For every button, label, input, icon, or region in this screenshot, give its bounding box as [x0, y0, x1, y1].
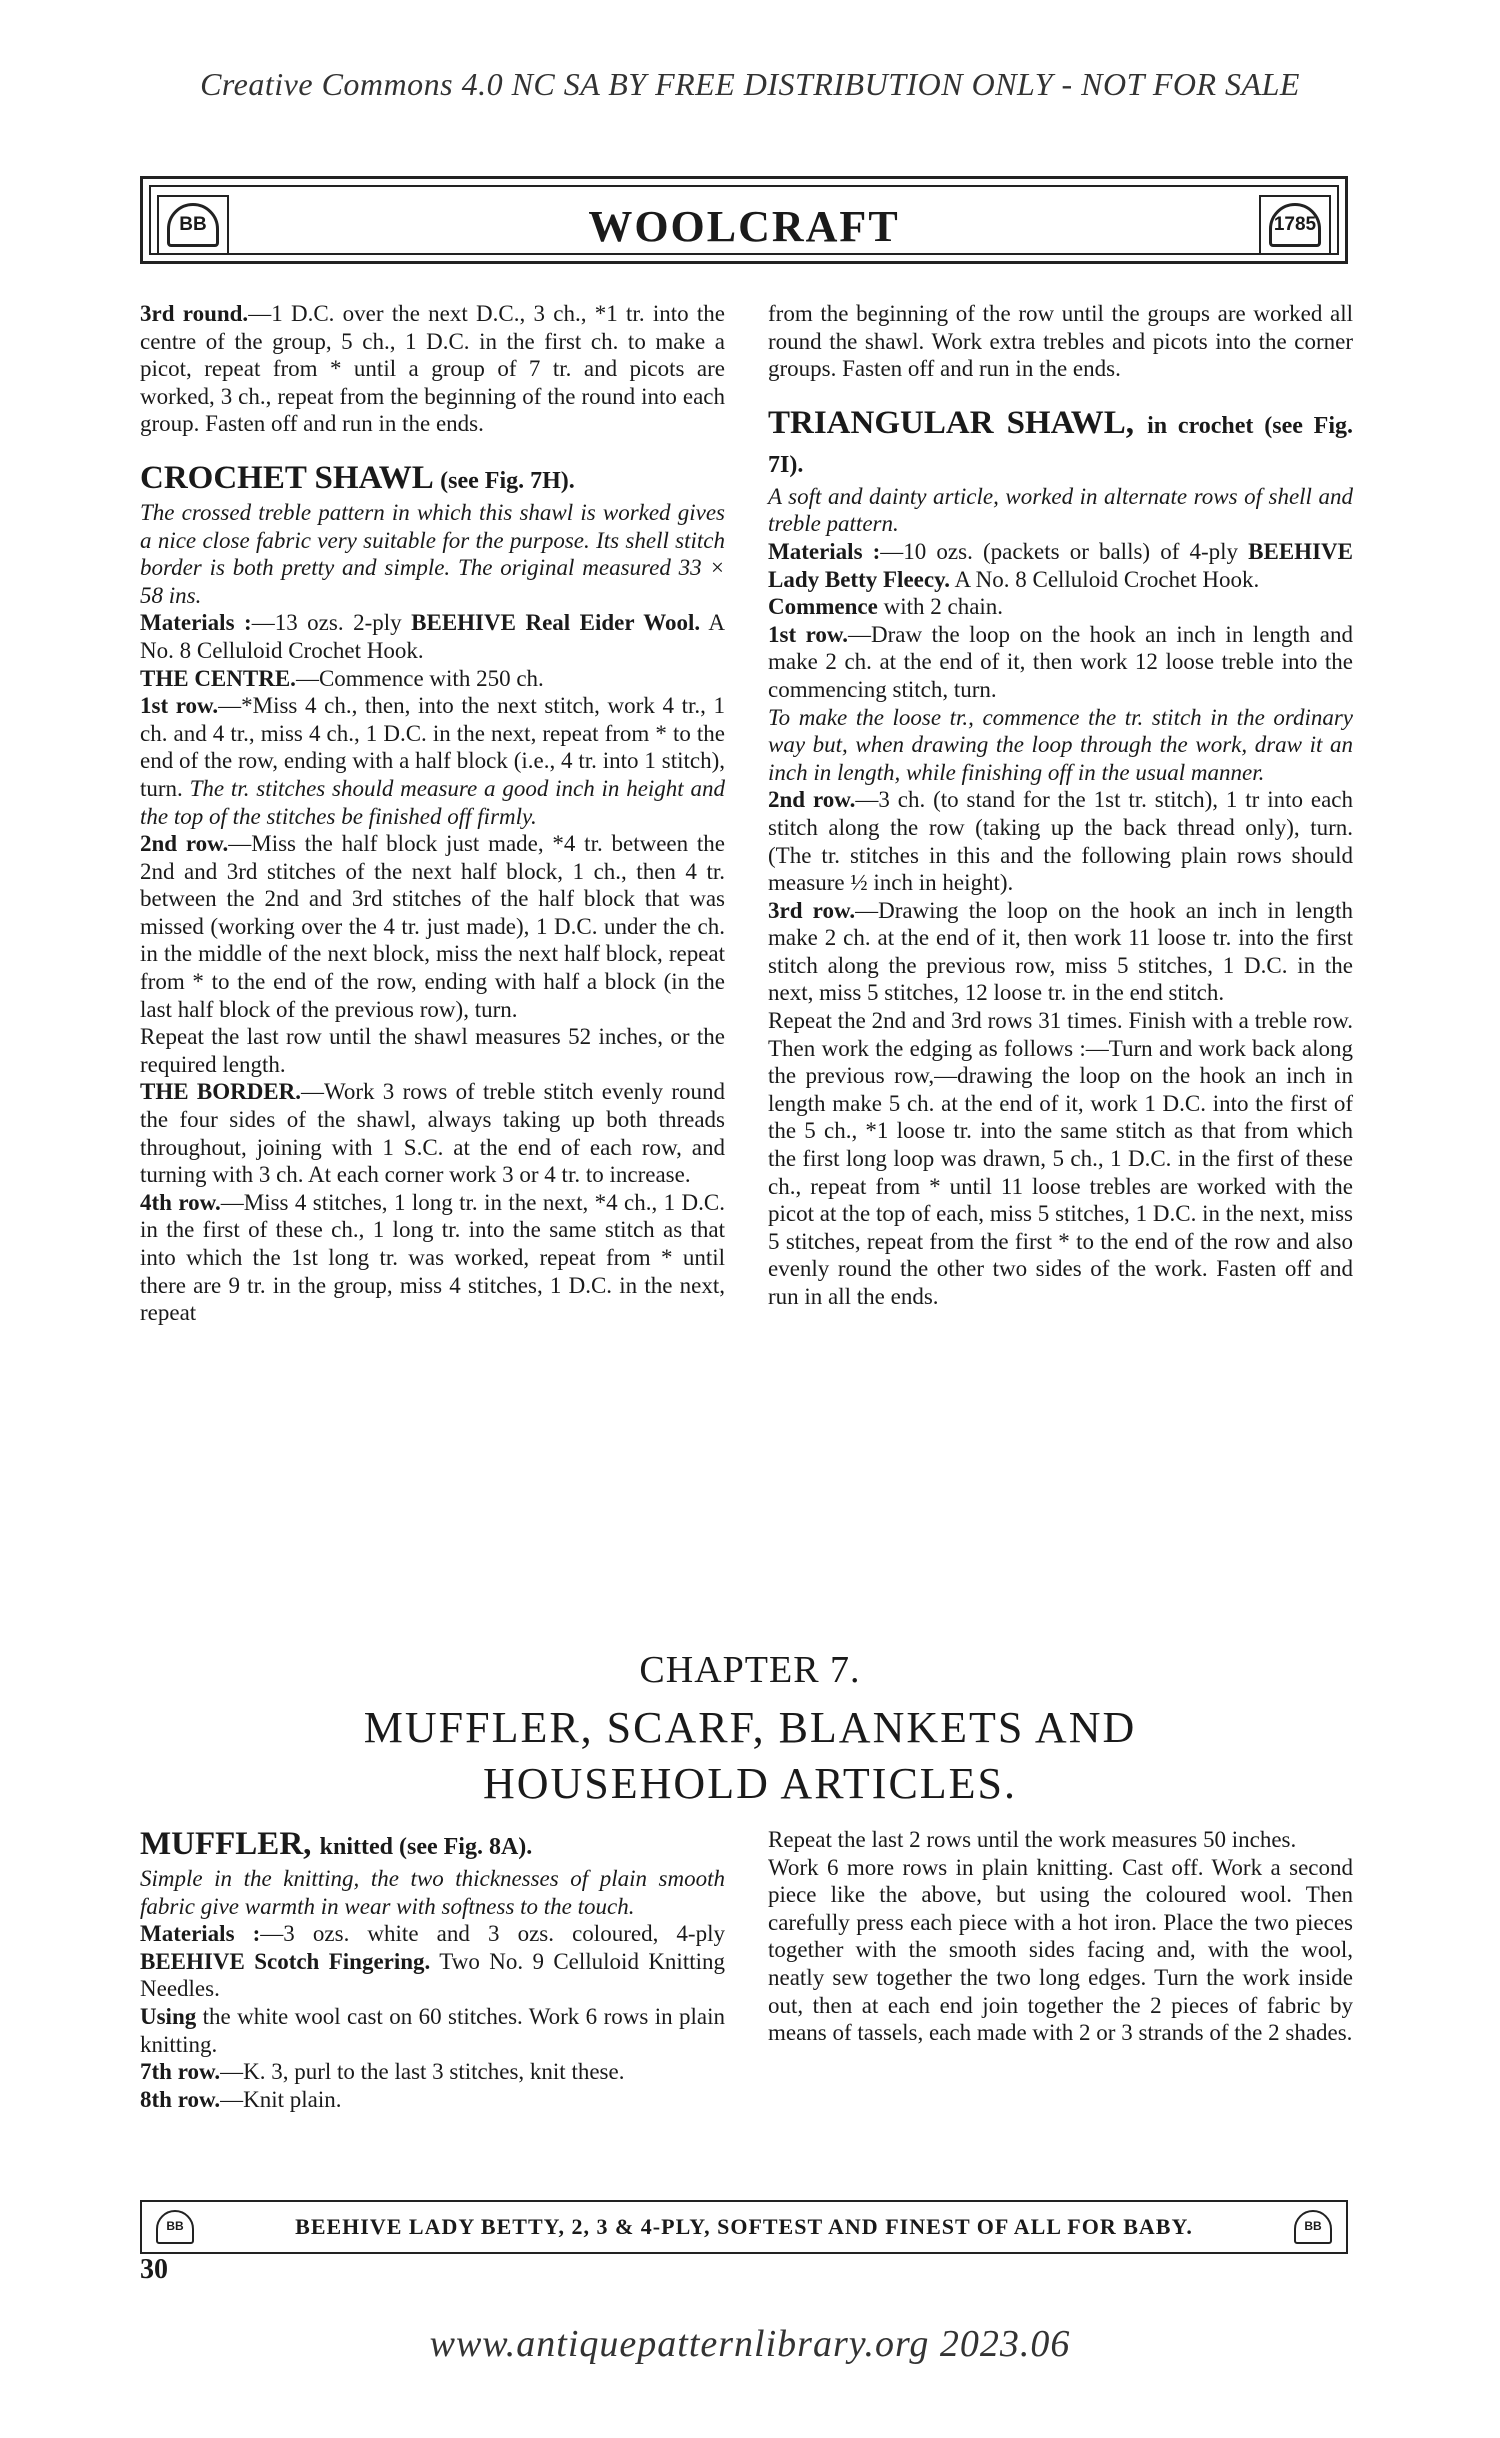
- heading-title: CROCHET SHAWL: [140, 459, 432, 496]
- text: A No. 8 Celluloid Crochet Hook.: [950, 566, 1260, 592]
- triangular-shawl-intro: A soft and dainty article, worked in alternate rows of shell and treble pattern.: [768, 483, 1353, 537]
- product-name: BEEHIVE Real Eider Wool.: [411, 610, 701, 636]
- run-in: 2nd row.: [140, 831, 229, 857]
- muffler-heading: [140, 1826, 725, 1865]
- run-in: 8th row.: [140, 2086, 221, 2112]
- heading-title: MUFFLER,: [140, 1826, 312, 1862]
- beehive-small-logo-icon: BB: [156, 2210, 194, 2244]
- text: —Commence with 250 ch.: [295, 665, 544, 691]
- row8-paragraph: [140, 2086, 725, 2114]
- run-in: THE CENTRE.: [140, 665, 296, 691]
- chapter-title-line2: HOUSEHOLD ARTICLES.: [482, 1759, 1018, 1808]
- header-title: WOOLCRAFT: [588, 202, 900, 251]
- row1-paragraph: [140, 692, 725, 830]
- text: —*Miss 4 ch., then, into the next stitch, work 4 tr., 1 ch. and 4 tr., miss 4 ch., 1 D.C. in the next, repeat from * to the end of the row, ending with a half block (i.e., 4 tr. into 1 stitch), turn.: [140, 693, 726, 801]
- text: the white wool cast on 60 stitches. Work 6 rows in plain knitting.: [140, 2003, 725, 2057]
- run-in: 1st row.: [768, 621, 848, 647]
- chapter-title: [0, 1700, 1500, 1812]
- note: The tr. stitches should measure a good inch in height and the top of the stitches be finished off firmly.: [140, 775, 725, 829]
- run-in: 7th row.: [140, 2059, 221, 2085]
- year-logo-icon: [1259, 195, 1331, 255]
- text: A No. 8 Celluloid Crochet Hook.: [140, 610, 725, 663]
- license-banner: Creative Commons 4.0 NC SA BY FREE DISTRIBUTION ONLY - NOT FOR SALE: [200, 66, 1300, 102]
- run-in: THE BORDER.: [140, 1079, 301, 1105]
- page-number: 30: [140, 2254, 168, 2285]
- text: —K. 3, purl to the last 3 stitches, knit these.: [220, 2059, 625, 2085]
- heading-sub: knitted (see Fig. 8A).: [319, 1834, 533, 1860]
- product-name: BEEHIVE Scotch Fingering.: [140, 1948, 431, 1974]
- run-in: 3rd round.: [140, 301, 249, 326]
- triangular-shawl-heading: [768, 405, 1353, 483]
- text: —10 ozs. (packets or balls) of 4-ply: [880, 538, 1249, 564]
- heading-sub: in crochet (see Fig. 7I).: [768, 412, 1353, 478]
- site-url: www.antiquepatternlibrary.org 2023.06: [429, 2323, 1071, 2365]
- row4-paragraph: [140, 1189, 725, 1327]
- muffler-intro: Simple in the knitting, the two thicknesses of plain smooth fabric give warmth in wear with softness to the touch.: [140, 1866, 725, 1919]
- commence-paragraph: [768, 593, 1353, 621]
- column-1: [140, 300, 725, 1327]
- loose-treble-note: To make the loose tr., commence the tr. stitch in the ordinary way but, when drawing the loop through the work, draw it an inch in length, while finishing off in the usual manner.: [768, 704, 1353, 785]
- using-paragraph: [140, 2003, 725, 2058]
- finish-paragraph: Repeat the 2nd and 3rd rows 31 times. Finish with a treble row. Then work the edging as follows :—Turn and work back along the previous row,—drawing the loop on the hook an inch in length make 5 ch. at the end of it, work 1 D.C. into the first of the 5 ch., *1 loose tr. into the same stitch as that from which the first long loop was drawn, 5 ch., 1 D.C. in the first of these ch., repeat from * until 11 loose trebles are worked with the picot at the top of each, miss 5 stitches, 1 D.C. in the next, miss 5 stitches, repeat from the first * to the end of the row and also evenly round the other two sides of the work. Fasten off and run in all the ends.: [768, 1008, 1353, 1309]
- run-in: 4th row.: [140, 1189, 221, 1215]
- text: —1 D.C. over the next D.C., 3 ch., *1 tr. into the centre of the group, 5 ch., 1 D.C. in the first ch. to make a picot, repeat from * until a group of 7 tr. and picots are worked, 3 ch., repeat from the beginning of the round into each group. Fasten off and run in the ends.: [140, 301, 725, 437]
- row2-paragraph: [140, 830, 725, 1023]
- text: —Work 3 rows of treble stitch evenly round the four sides of the shawl, always taking up both threads throughout, joining with 1 S.C. at the end of each row, and turning with 3 ch. At each corner work 3 or 4 tr. to increase.: [140, 1079, 725, 1188]
- chapter-title-line1: MUFFLER, SCARF, BLANKETS AND: [363, 1703, 1137, 1752]
- header-inner-frame: [149, 185, 1339, 255]
- heading-sub: (see Fig. 7H).: [440, 467, 575, 494]
- footer-advert: [140, 2200, 1348, 2254]
- border-paragraph: [140, 1078, 725, 1188]
- product-name: BEEHIVE Lady Betty Fleecy.: [768, 538, 1353, 592]
- beehive-small-logo-icon-right: BB: [1294, 2210, 1332, 2244]
- row1-paragraph: [768, 621, 1353, 704]
- text: —Drawing the loop on the hook an inch in length make 2 ch. at the end of it, then work 11 loose tr. into the first stitch along the previous row, miss 5 stitches, 1 D.C. in the next, miss 5 stitches, 12 loose tr. in the end stitch.: [768, 897, 1353, 1006]
- finishing-paragraph: Work 6 more rows in plain knitting. Cast off. Work a second piece like the above, but using the coloured wool. Then carefully press each piece with a hot iron. Place the two pieces together with the smooth sides facing and, with the wool, neatly sew together the two long edges. Turn the work inside out, then at each end join together the 2 pieces of fabric by means of tassels, each made with 2 or 3 strands of the 2 shades.: [768, 1854, 1353, 2046]
- text: —Miss 4 stitches, 1 long tr. in the next, *4 ch., 1 D.C. in the first of these ch., 1 long tr. into the same stitch as that into which the 1st long tr. was worked, repeat from * until there are 9 tr. in the group, miss 4 stitches, 1 D.C. in the next, repeat: [140, 1189, 725, 1326]
- continuation-paragraph: from the beginning of the row until the groups are worked all round the shawl. Work extra trebles and picots into the corner groups. Fasten off and run in the ends.: [768, 301, 1353, 382]
- text: —Miss the half block just made, *4 tr. between the 2nd and 3rd stitches of the next half block, 1 ch., then 4 tr. between the 2nd and 3rd stitches of the half block that was missed (working over the 4 tr. just made), 1 D.C. under the ch. in the middle of the next block, miss the next half block, repeat from * to the end of the row, ending with half a block (in the last half block of the previous row), turn.: [140, 831, 725, 1022]
- row2-paragraph: [768, 786, 1353, 896]
- crochet-shawl-intro: The crossed treble pattern in which this shawl is worked gives a nice close fabric very suitable for the purpose. Its shell stitch border is both pretty and simple. The original measured 33 × 58 ins.: [140, 499, 725, 608]
- heading-title: TRIANGULAR SHAWL,: [768, 404, 1135, 441]
- run-in: Materials :: [140, 1921, 261, 1947]
- run-in: Materials :: [768, 538, 881, 564]
- footer-text: BEEHIVE LADY BETTY, 2, 3 & 4-PLY, SOFTEST AND FINEST OF ALL FOR BABY.: [295, 2214, 1193, 2239]
- materials-paragraph: [768, 538, 1353, 593]
- year-logo-text: 1785: [1269, 203, 1321, 247]
- text: with 2 chain.: [877, 594, 1004, 620]
- beehive-logo-text: BB: [167, 203, 219, 247]
- materials-paragraph: [140, 1920, 725, 2003]
- third-round-paragraph: [140, 300, 725, 438]
- chapter-label: CHAPTER 7.: [639, 1649, 861, 1691]
- run-in: Using: [140, 2003, 197, 2029]
- column-3: [140, 1826, 725, 2113]
- text: —3 ch. (to stand for the 1st tr. stitch), 1 tr into each stitch along the row (taking up the back thread only), turn. (The tr. stitches in this and the following plain rows should measure ½ inch in height).: [768, 787, 1353, 896]
- run-in: 1st row.: [140, 693, 219, 719]
- run-in: 3rd row.: [768, 897, 856, 923]
- column-2: [768, 300, 1353, 1311]
- row3-paragraph: [768, 897, 1353, 1007]
- text: Two No. 9 Celluloid Knitting Needles.: [140, 1948, 725, 2002]
- materials-paragraph: [140, 609, 725, 664]
- repeat-paragraph: Repeat the last 2 rows until the work measures 50 inches.: [768, 1827, 1297, 1852]
- text: —Draw the loop on the hook an inch in length and make 2 ch. at the end of it, then work 12 loose treble into the commencing stitch, turn.: [768, 621, 1353, 702]
- row7-paragraph: [140, 2058, 725, 2086]
- page-header: [140, 176, 1348, 264]
- text: —3 ozs. white and 3 ozs. coloured, 4-ply: [260, 1921, 725, 1947]
- crochet-shawl-heading: [140, 460, 725, 499]
- run-in: Commence: [768, 594, 878, 620]
- text: —Knit plain.: [220, 2086, 342, 2112]
- run-in: 2nd row.: [768, 787, 856, 813]
- text: —13 ozs. 2-ply: [251, 610, 412, 636]
- repeat-paragraph: Repeat the last row until the shawl measures 52 inches, or the required length.: [140, 1024, 725, 1077]
- column-4: [768, 1826, 1353, 2047]
- run-in: Materials :: [140, 610, 252, 636]
- centre-paragraph: [140, 665, 725, 693]
